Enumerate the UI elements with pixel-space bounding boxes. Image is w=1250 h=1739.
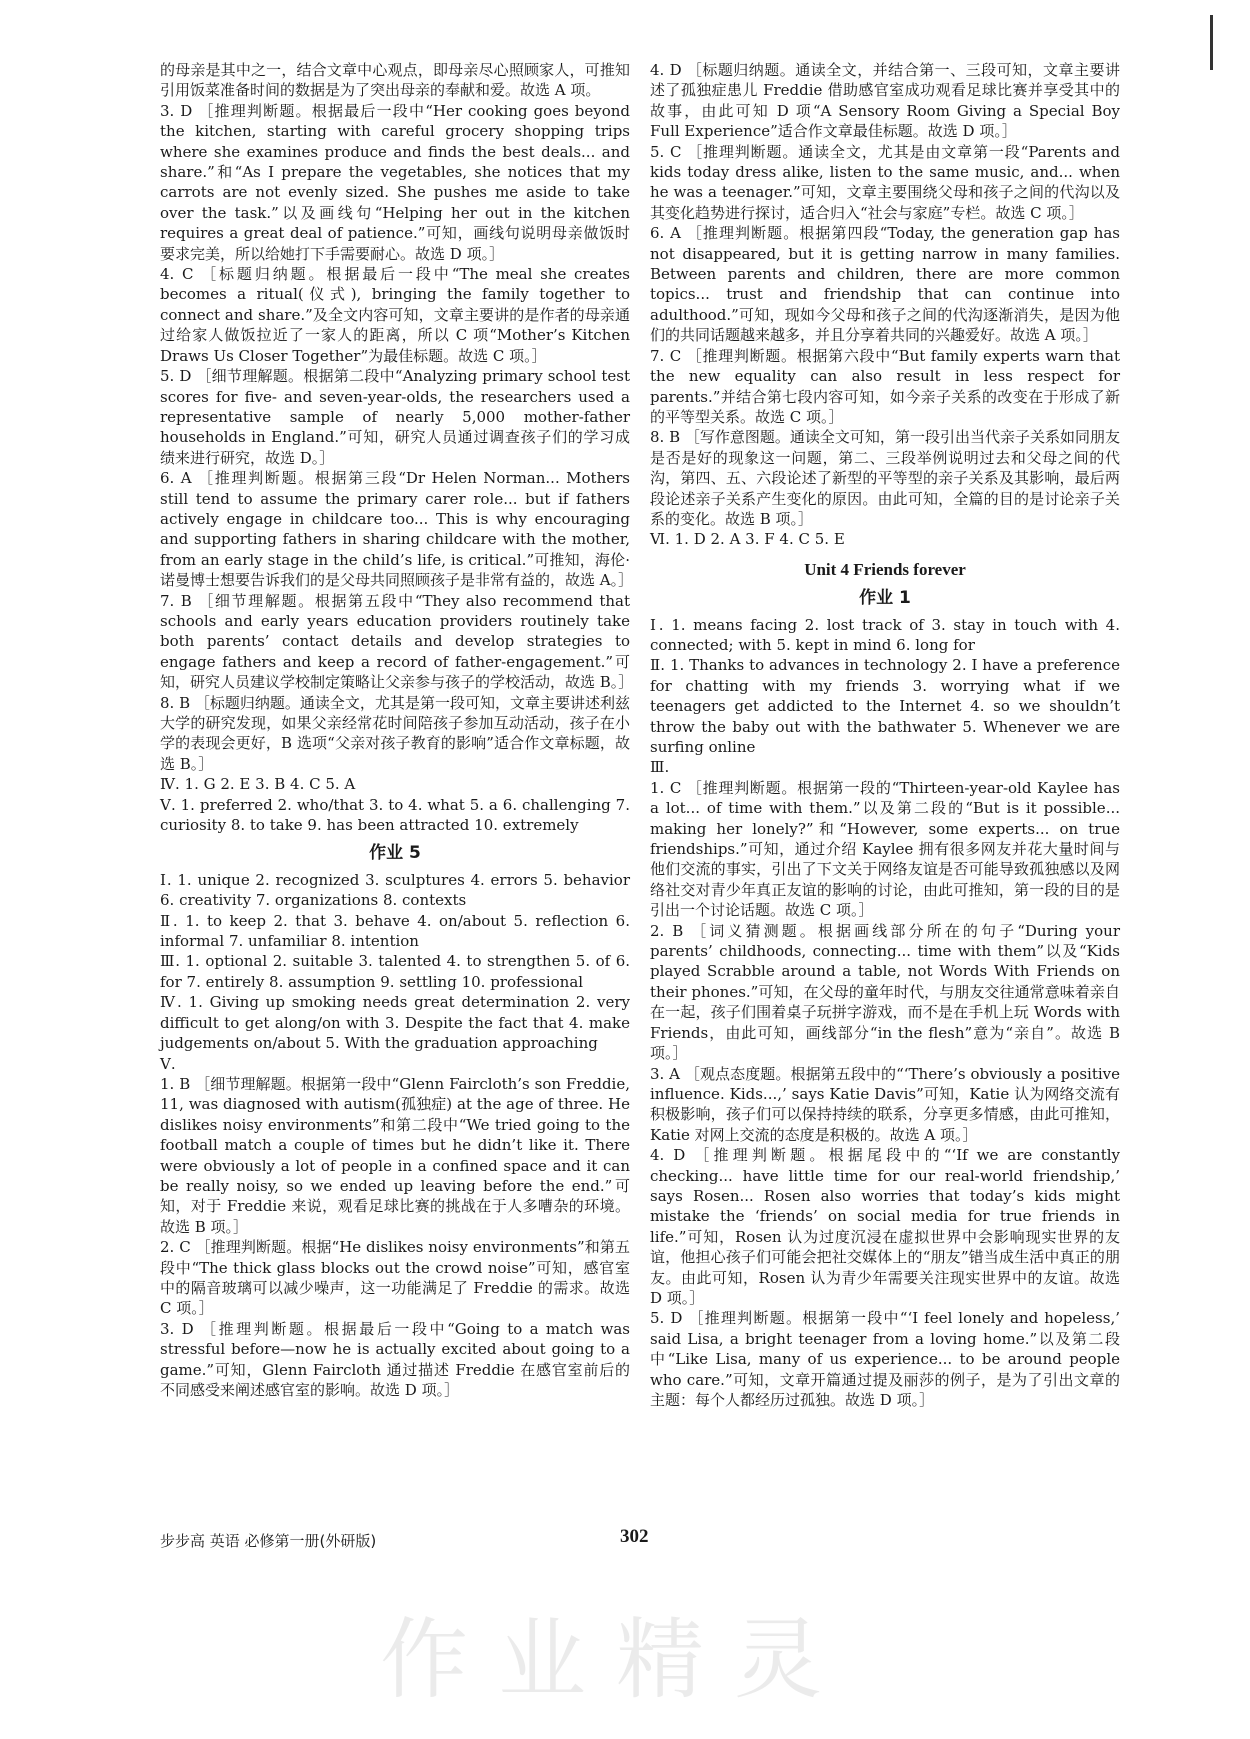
left-column (160, 60, 634, 1400)
unit-title: Unit 4 Friends forever (804, 559, 966, 579)
book-footer: 步步高 英语 必修第一册(外研版) (160, 1532, 377, 1550)
answer-item: 5. D ［推理判断题。根据第一段中“‘I feel lonely and hopeless,’ said Lisa, a bright teenager from a loving home.”以及第二段中“Like Lisa, many of us experience... to be around people who care.”可知，文章开篇通过提及丽莎的例子，是为了引出文章的主题：每个人都经历过孤独。故选 D 项。］ (650, 1309, 1120, 1409)
answer-item: Ⅴ. (160, 1054, 176, 1073)
page-number: 302 (620, 1526, 649, 1547)
answer-item: 3. D ［推理判断题。根据最后一段中“Her cooking goes beyond the kitchen, starting with careful grocery shopping trips where she examines produce and finds the best deals... and share.”和“As I prepare the vegetables, she notices that my carrots are not evenly sized. She pushes me aside to take over the task.”以及画线句“Helping her out in the kitchen requires a great deal of patience.”可知，画线句说明母亲做饭时要求完美，所以给她打下手需要耐心。故选 D 项。］ (160, 101, 630, 263)
answer-item: 6. A ［推理判断题。根据第四段“Today, the generation gap has not disappeared, but it is getting narrow in many families. Between parents and children, there are more common topics... trust and friendship that can continue into adulthood.”可知，现如今父母和孩子之间的代沟逐渐消失，是因为他们的共同话题越来越多，并且分享着共同的兴趣爱好。故选 A 项。］ (650, 224, 1120, 345)
answer-item: 1. B ［细节理解题。根据第一段中“Glenn Faircloth’s son Freddie, 11, was diagnosed with autism(孤独症) at the age of three. He dislikes noisy environments”和第二段中“We tried going to the football match a couple of times but he didn’t like it. There were obviously a lot of people in a confined space and it can be really noisy, so we ended up leaving before the end.”可知，对于 Freddie 来说，观看足球比赛的挑战在于人多嘈杂的环境。故选 B 项。］ (160, 1074, 630, 1236)
answer-item: 2. C ［推理判断题。根据“He dislikes noisy environments”和第五段中“The thick glass blocks out the crowd noise”可知，感官室中的隔音玻璃可以减少噪声，这一功能满足了 Freddie 的需求。故选 C 项。］ (160, 1238, 630, 1318)
answer-item: 3. A ［观点态度题。根据第五段中的“‘There’s obviously a positive influence. Kids...,’ says Katie Davis”可知，Katie 认为网络交流有积极影响，孩子们可以保持持续的联系，分享更多情感，由此可推知，Katie 对网上交流的态度是积极的。故选 A 项。］ (650, 1064, 1120, 1144)
answer-item: Ⅳ. 1. G 2. E 3. B 4. C 5. A (160, 775, 356, 794)
answer-item: 5. D ［细节理解题。根据第二段中“Analyzing primary school test scores for five- and seven-year-olds, the researchers used a representative sample of nearly 5,000 mother-father households in England.”可知，研究人员通过调查孩子们的学习成绩来进行研究，故选 D。］ (160, 367, 630, 467)
answer-item: 8. B ［标题归纳题。通读全文，尤其是第一段可知，文章主要讲述利兹大学的研究发现，如果父亲经常花时间陪孩子参加互动活动，孩子在小学的表现会更好，B 选项“父亲对孩子教育的影响”适合作文章标题，故选 B。］ (160, 693, 630, 773)
watermark: 作业精灵 (380, 1608, 853, 1711)
answer-item: 1. C ［推理判断题。根据第一段的“Thirteen-year-old Kaylee has a lot... of time with them.”以及第二段的“But is it possible... making her lonely?”和“However, some experts... on true friendships.”可知，通过介绍 Kaylee 拥有很多网友并花大量时间与他们交流的事实，引出了下文关于网络友谊是否可能导致孤独感以及网络社交对青少年真正友谊的影响的讨论，由此可推知，第一段的目的是引出一个讨论话题。故选 C 项。］ (650, 778, 1120, 920)
answer-item: 3. D ［推理判断题。根据最后一段中“Going to a match was stressful before—now he is actually excited about going to a game.”可知，Glenn Faircloth 通过描述 Freddie 在感官室前后的不同感受来阐述感官室的影响。故选 D 项。］ (160, 1319, 630, 1399)
answer-item: 6. A ［推理判断题。根据第三段“Dr Helen Norman... Mothers still tend to assume the primary carer role... but if fathers actively engage in childcare too... This is why encouraging and supporting fathers in sharing childcare with the mother, from an early stage in the child’s life, is critical.”可推知，海伦·诺曼博士想要告诉我们的是父母共同照顾孩子是非常有益的，故选 A。］ (160, 469, 634, 590)
answer-item: Ⅲ. (650, 758, 670, 777)
answer-item: Ⅱ. 1. to keep 2. that 3. behave 4. on/about 5. reflection 6. informal 7. unfamiliar 8. intention (160, 911, 630, 951)
answer-item: Ⅴ. 1. preferred 2. who/that 3. to 4. what 5. a 6. challenging 7. curiosity 8. to take 9. has been attracted 10. extremely (160, 795, 630, 835)
answer-item: Ⅵ. 1. D 2. A 3. F 4. C 5. E (650, 530, 845, 549)
section-heading: 作业 5 (369, 843, 421, 864)
answer-item: Ⅰ. 1. means facing 2. lost track of 3. stay in touch with 4. connected; with 5. kept in mind 6. long for (650, 615, 1120, 654)
page-edge-mark (1210, 15, 1213, 70)
answer-item: Ⅱ. 1. Thanks to advances in technology 2. I have a preference for chatting with my friends 3. worrying what if we teenagers get addicted to the Internet 4. so we shouldn’t throw the baby out with the bathwater 5. Whenever we are surfing online (650, 656, 1120, 756)
answer-item: Ⅲ. 1. optional 2. suitable 3. talented 4. to strengthen 5. of 6. for 7. entirely 8. assumption 9. settling 10. professional (160, 952, 630, 991)
right-column (650, 60, 1120, 1410)
answer-item: 4. C ［标题归纳题。根据最后一段中“The meal she creates becomes a ritual(仪式), bringing the family together to connect and share.”及全文内容可知，文章主要讲的是作者的母亲通过给家人做饭拉近了一家人的距离，所以 C 项“Mother’s Kitchen Draws Us Closer Together”为最佳标题。故选 C 项。］ (160, 265, 630, 365)
answer-item: 7. B ［细节理解题。根据第五段中“They also recommend that schools and early years education providers routinely take both parents’ contact details and develop strategies to engage fathers and keep a record of father-engagement.”可知，研究人员建议学校制定策略让父亲参与孩子的学校活动，故选 B。］ (160, 591, 634, 692)
answer-item: 4. D ［标题归纳题。通读全文，并结合第一、三段可知，文章主要讲述了孤独症患儿 Freddie 借助感官室成功观看足球比赛并享受其中的故事，由此可知 D 项“A Sensory Room Giving a Special Boy Full Experience”适合作文章最佳标题。故选 D 项。］ (650, 61, 1120, 141)
answer-item: 5. C ［推理判断题。通读全文，尤其是由文章第一段“Parents and kids today dress alike, listen to the same music, and... when he was a teenager.”可知，文章主要围绕父母和孩子之间的代沟以及其变化趋势进行探讨，适合归入“社会与家庭”专栏。故选 C 项。］ (650, 142, 1120, 222)
answer-item: 7. C ［推理判断题。根据第六段中“But family experts warn that the new equality can also result in less respect for parents.”并结合第七段内容可知，如今亲子关系的改变在于形成了新的平等型关系。故选 C 项。］ (650, 346, 1120, 426)
answer-item: 2. B ［词义猜测题。根据画线部分所在的句子“During your parents’ childhoods, connecting... time with them”以及“Kids played Scrabble around a table, not Words With Friends on their phones.”可知，在父母的童年时代，与朋友交往通常意味着亲自在一起，孩子们围着桌子玩拼字游戏，而不是在手机上玩 Words with Friends，由此可知，画线部分“in the flesh”意为“亲自”。故选 B 项。］ (650, 921, 1120, 1063)
answer-item: Ⅰ. 1. unique 2. recognized 3. sculptures 4. errors 5. behavior 6. creativity 7. organizations 8. contexts (160, 870, 630, 910)
answer-item: Ⅳ. 1. Giving up smoking needs great determination 2. very difficult to get along/on with 3. Despite the fact that 4. make judgements on/about 5. With the graduation approaching (160, 993, 630, 1053)
section-heading: 作业 1 (859, 588, 911, 609)
answer-item: 8. B ［写作意图题。通读全文可知，第一段引出当代亲子关系如同朋友是否是好的现象这一问题，第二、三段举例说明过去和父母之间的代沟，第四、五、六段论述了新型的平等型的亲子关系及其影响，最后两段论述亲子关系产生变化的原因。由此可知，全篇的目的是讨论亲子关系的变化。故选 B 项。］ (650, 428, 1120, 528)
answer-item: 4. D ［推理判断题。根据尾段中的“‘If we are constantly checking... have little time for our real-world friendship,’ says Rosen... Rosen also worries that today’s kids might mistake the ‘friends’ on social media for true friends in life.”可知，Rosen 认为过度沉浸在虚拟世界中会影响现实世界的友谊，他担心孩子们可能会把社交媒体上的“朋友”错当成生活中真正的朋友。由此可知，Rosen 认为青少年需要关注现实世界中的友谊。故选 D 项。］ (650, 1146, 1120, 1307)
answer-item: 的母亲是其中之一，结合文章中心观点，即母亲尽心照顾家人，可推知引用饭菜准备时间的数据是为了突出母亲的奉献和爱。故选 A 项。 (160, 61, 630, 100)
